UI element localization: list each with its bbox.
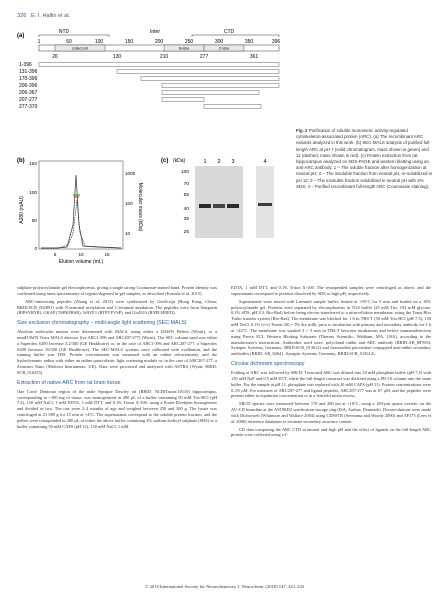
panel-a-diagram xyxy=(17,27,307,127)
construct-label: 277-370 xyxy=(19,104,38,110)
construct-bar xyxy=(39,63,279,67)
construct-bar xyxy=(162,84,279,88)
svg-text:50: 50 xyxy=(31,218,37,223)
svg-text:A280 (mAU): A280 (mAU) xyxy=(19,196,25,224)
svg-text:200: 200 xyxy=(154,39,164,45)
panel-b-sec-mals xyxy=(17,155,147,275)
svg-text:15: 15 xyxy=(104,252,110,257)
svg-text:70: 70 xyxy=(183,182,189,187)
band-lane-2 xyxy=(213,204,225,208)
svg-text:5: 5 xyxy=(53,252,57,257)
caption-title: Fig. 2 xyxy=(296,128,308,133)
svg-text:Elution volume (mL): Elution volume (mL) xyxy=(58,259,104,265)
panel-b-label: (b) xyxy=(17,158,25,164)
svg-text:350: 350 xyxy=(244,39,254,45)
section-heading: Size exclusion chromatography – multi-angle light scattering (SEC-MALS) xyxy=(17,320,187,327)
running-header xyxy=(17,13,70,19)
construct-label: 131-396 xyxy=(19,69,38,75)
construct-bar xyxy=(117,70,279,74)
svg-text:100: 100 xyxy=(180,170,189,175)
domain-ntd: NTD xyxy=(58,29,70,35)
svg-text:1000: 1000 xyxy=(125,171,136,176)
paragraph: ARC-interacting peptides (Zhang et al. 2015) were synthesized by GenScript (Hong Kong, China; RRID:SCR_002891) with N-terminal acetylation and C-terminal amidation. The peptides were from Stargazin (RIPSYRYR), GKAP (TSPKFRSR), WAVE1 (RTPVFVSP), and GluN2A (RNPLHNED). xyxy=(17,298,217,316)
section-heading: Circular dichroism spectroscopy xyxy=(231,361,305,368)
svg-text:100: 100 xyxy=(94,39,104,45)
svg-text:210: 210 xyxy=(159,54,169,60)
band-lane-1 xyxy=(199,204,211,208)
paragraph: Folding of ARC was followed by SRCD. Truncated ARC was diluted into 20 mM phosphate buffer (pH 7.4) with 150 mM NaF and 0.5 mM DTT, while the full-length construct was dialysed using a PD-10 column into the same buffer. For the sample at pH 11, phosphate was replaced with 20 mM CAPS (pH 11). Protein concentrations were 0–95 µM. For mixtures of ARC207-277 and ligand peptides, ARC207-277 was at 67 µM, and the peptides were present either in equimolar concentration or at a fourfold molar excess. xyxy=(231,369,431,399)
svg-text:10: 10 xyxy=(125,231,131,236)
paragraph: sulphate-polyacrylamide gel electrophoresis, giving a single strong Coomassie-stained band. Protein identity was confirmed using mass spectrometry of trypsin-digested in-gel samples, as described (Kursula et al. 2015). xyxy=(17,285,217,296)
section-heading: Extraction of native ARC from rat brain tissue xyxy=(17,379,121,386)
footer: © 2018 International Society for Neurochemistry, J. Neurochem. (2018) 147, 323–343 xyxy=(144,584,305,589)
left-column xyxy=(17,285,217,432)
marker-labels xyxy=(181,169,189,235)
svg-text:(kDa): (kDa) xyxy=(173,158,186,164)
svg-text:300: 300 xyxy=(214,39,224,45)
svg-text:2: 2 xyxy=(217,159,221,165)
svg-text:150: 150 xyxy=(29,161,37,166)
construct-bar xyxy=(162,98,204,102)
caption-text: Purification of soluble monomeric activity-regulated cytoskeleton-associated protein (ARC). (a) The recombinant ARC variants analyzed in this work. (b) SEC-MALS analysis of purified full-length ARC at pH 7 (solid chromatogram, mass shown in green) and 11 (dashed, mass shown in red). (c) Protein extraction from rat hippocampus analyzed on SDS-PAGE and western blotting using an anti-ARC antibody. 1 – The soluble fraction after homogenization at neutral pH; 2 – The insoluble fraction from neutral pH, re-solubilized in pH 12; 3 – The insoluble fraction solubilized in neutral pH with 2% SDS; 4 – Purified recombinant full-length ARC (Coomassie staining). xyxy=(296,128,433,189)
svg-text:25: 25 xyxy=(183,230,189,235)
label-coiled-coil: coiled coil xyxy=(72,46,88,51)
chromatogram-ph11 xyxy=(41,200,121,248)
svg-text:100: 100 xyxy=(125,201,133,206)
running-head: E. I. Hallin et al. xyxy=(31,13,71,19)
svg-text:396: 396 xyxy=(271,39,281,45)
svg-text:40: 40 xyxy=(183,207,189,212)
svg-text:250: 250 xyxy=(184,39,194,45)
domain-inter: Inter xyxy=(149,29,161,35)
svg-text:50: 50 xyxy=(66,39,72,45)
svg-text:100: 100 xyxy=(29,190,37,195)
domain-ctd: CTD xyxy=(223,29,235,35)
blot-lanes-1-3 xyxy=(195,166,243,238)
construct-bar xyxy=(204,105,261,109)
paragraph: EDTA, 1 mM DTT, and 0.1% Triton X-100. The resuspended samples were centrifuged as above, and the supernatants correspond to proteins dissolved by SDS or high pH, respectively. xyxy=(231,285,431,296)
band-lane-3 xyxy=(227,204,239,208)
svg-text:4: 4 xyxy=(263,159,267,165)
svg-text:26: 26 xyxy=(52,54,58,60)
svg-text:277: 277 xyxy=(199,54,209,60)
lane-labels xyxy=(203,159,266,165)
label-n-lobe: N-lobe xyxy=(178,46,190,51)
paragraph: One Corn/ Dentonia region of the male Sprague Dawley rat (RRID: NCBITaxon:10116) hippocampus, corresponding to ~100 mg of tissue, was homogenized in 400 µL of a buffer containing 50 mM Tris-HCl (pH 7.4), 150 mM NaCl, 1 mM EDTA, 1 mM DTT, and 0.1% Triton X-100, using a Potter-Elvehjem homogenizer and divided in two. The rats were 2–4 months of age and weighed between 250 and 300 g. The lysate was centrifuged at 21 000 g for 15 min at +4°C. The supernatants correspond to the soluble protein fraction, and the pellets were resuspended in 200 µL of either the above buffer containing 2% sodium dodecyl sulphate (SDS) or a buffer containing 50 mM CAPS (pH 12), 150 mM NaCl, 1 mM xyxy=(17,388,217,429)
panel-a-label: (a) xyxy=(17,33,25,39)
boundary-ticks xyxy=(52,54,258,60)
construct-bar xyxy=(141,77,279,81)
construct-bar xyxy=(162,91,259,95)
lane-4 xyxy=(256,166,274,238)
figure-caption xyxy=(296,128,434,190)
svg-text:Molecular mass (kDa): Molecular mass (kDa) xyxy=(137,182,143,232)
svg-text:3: 3 xyxy=(231,159,235,165)
paragraph: SRCD spectra were measured between 170 and 280 nm at +10°C, using a 100-µm quartz cuvette, on the AU-CD beamline at the ASTRID2 synchrotron storage ring (ISA, Aarhus, Denmark). Deconvolutions were made with Dichroweb (Whitmore and Wallace 2004) using CDSSTR (Sreerama and Woody 2000) and SP175 (Lees et al. 2006) reference databases to estimate secondary structure content. xyxy=(231,401,431,424)
svg-text:150: 150 xyxy=(124,39,134,45)
construct-label: 207-277 xyxy=(19,97,38,103)
svg-text:1: 1 xyxy=(203,159,207,165)
construct-label: 206-396 xyxy=(19,83,38,89)
svg-text:10: 10 xyxy=(78,252,84,257)
paragraph: Supernatants were mixed with Laemmli sample buffer, heated at +95°C for 5 min and loaded on a 10% polyacrylamide gel. Proteins were separated by electrophoresis in TGS buffer (25 mM Tris, 192 mM glycine, 0.1% SDS, pH 8.3, Bio-Rad) before being electro-transferred to a nitrocellulose membrane, using the Trans Blot Turbo transfer system (Bio-Rad). The membrane was blocked for 1 h in TBS-T (50 mM Tris-HCl (pH 7.5), 150 mM NaCl, 0.1% (v/v) Tween 20) + 5% dry milk, prior to incubation with primary and secondary antibody for 1 h at +22°C. The membrane was washed 3 × 5 min in TBS-T between incubations and before immunodetection using Pierce ECL Western Blotting Substrate (Thermo Scientific, Waltham, MA, USA), according to the manufacturer's instructions. Antibodies used were: polyclonal rabbit anti-ARC antibody (RRID:AB_887694, Synaptic Systems, Germany; RRID:SCR_013612) and horseradish peroxidase-conjugated anti-rabbit secondary antibodies (RRID: AB_92641, Synaptic Systems, Germany; RRID:SCR_013612). xyxy=(231,298,431,357)
svg-text:130: 130 xyxy=(112,54,122,60)
construct-label: 1-396 xyxy=(19,62,32,68)
panel-c-western xyxy=(161,155,281,250)
scale-ticks xyxy=(38,39,281,45)
svg-text:55: 55 xyxy=(183,193,189,198)
right-column xyxy=(231,285,431,440)
band-lane-4 xyxy=(258,203,272,206)
page-number: 326 xyxy=(17,13,27,19)
chromatogram-ph7 xyxy=(41,175,121,248)
svg-text:1: 1 xyxy=(37,39,41,45)
paragraph: Absolute molecular masses were determined with MALS, using either a DAWN Heleos (Wyatt), or a miniDAWN Treos MALS detector (for ARC1-396 and ARC207-277) (Wyatt). The SEC column used was either a Superdex S200 Increase 3.2/300 (GE Healthcare) or, in the case of ARC1-396 and ARC207-277, a Superdex S200 Increase 10/300 (GE Healthcare). The SEC-MALS systems were calibrated with ovalbumin, and the running buffer was TBS. Protein concentration was measured with an online refractometer, and the hydrodynamic radius with either an online quasi-elastic light scattering module or, in the case of ARC207-277, a Zetasizer Nano (Malvern Instruments, UK). Data were processed and analyzed with ASTRA (Wyatt; RRID: SCR_016255). xyxy=(17,329,217,375)
construct-label: 170-396 xyxy=(19,76,38,82)
svg-text:361: 361 xyxy=(249,54,259,60)
svg-text:35: 35 xyxy=(183,217,189,222)
construct-label: 206-367 xyxy=(19,90,38,96)
panel-c-label: (c) xyxy=(161,158,169,164)
label-c-lobe: C-lobe xyxy=(218,46,230,51)
construct-list xyxy=(19,62,279,110)
paragraph: CD data comparing the ARC CTD at neutral and high pH and the effect of ligands on the full-length ARC protein were collected using a J- xyxy=(231,426,431,438)
svg-text:0: 0 xyxy=(34,246,37,251)
